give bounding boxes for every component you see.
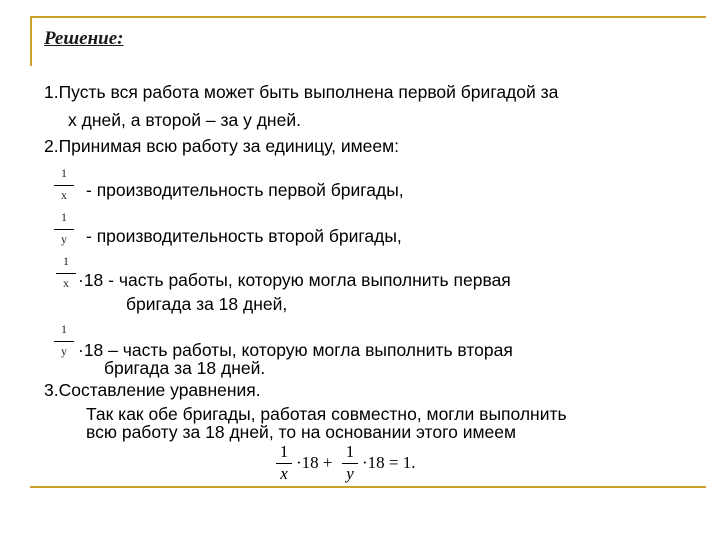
text-line-12: всю работу за 18 дней, то на основании этого имеем	[86, 422, 517, 442]
fraction-numerator: 1	[63, 254, 69, 268]
equation-denominator: x	[280, 464, 288, 483]
fraction-denominator: y	[61, 344, 67, 358]
equation-term: ·18 = 1.	[362, 453, 416, 472]
equation-denominator: y	[346, 464, 354, 483]
text-line-8: ·18 – часть работы, которую могла выполнить вторая	[78, 340, 513, 360]
fraction-numerator: 1	[61, 322, 67, 336]
solution-heading: Решение:	[44, 28, 124, 49]
fraction-numerator: 1	[61, 210, 67, 224]
fraction-bar	[54, 185, 74, 186]
fraction-one-over-x	[54, 254, 78, 300]
equation	[276, 442, 446, 488]
text-line-5: - производительность второй бригады,	[86, 226, 402, 246]
text-line-10: 3.Составление уравнения.	[44, 380, 261, 400]
text-line-9: бригада за 18 дней.	[104, 358, 266, 378]
fraction-one-over-y	[52, 322, 76, 368]
text-line-3: 2.Принимая всю работу за единицу, имеем:	[44, 136, 400, 156]
text-line-4: - производительность первой бригады,	[86, 180, 404, 200]
fraction-bar	[54, 229, 74, 230]
equation-numerator: 1	[279, 442, 289, 461]
fraction-denominator: x	[61, 188, 67, 202]
fraction-denominator: x	[63, 276, 69, 290]
equation-term: ·18 +	[296, 453, 333, 472]
fraction-bar	[54, 341, 74, 342]
left-rule	[30, 16, 32, 66]
text-line-1: 1.Пусть вся работа может быть выполнена первой бригадой за	[44, 82, 559, 102]
equation-numerator: 1	[345, 442, 355, 461]
fraction-one-over-y	[52, 210, 76, 256]
fraction-denominator: y	[61, 232, 67, 246]
text-line-7: бригада за 18 дней,	[126, 294, 288, 314]
text-line-6: ·18 - часть работы, которую могла выполнить первая	[78, 270, 511, 290]
top-rule	[30, 16, 706, 18]
fraction-bar	[56, 273, 76, 274]
fraction-numerator: 1	[61, 166, 67, 180]
text-line-11: Так как обе бригады, работая совместно, могли выполнить	[86, 404, 567, 424]
text-line-2: х дней, а второй – за у дней.	[68, 110, 301, 130]
fraction-one-over-x	[52, 166, 76, 212]
